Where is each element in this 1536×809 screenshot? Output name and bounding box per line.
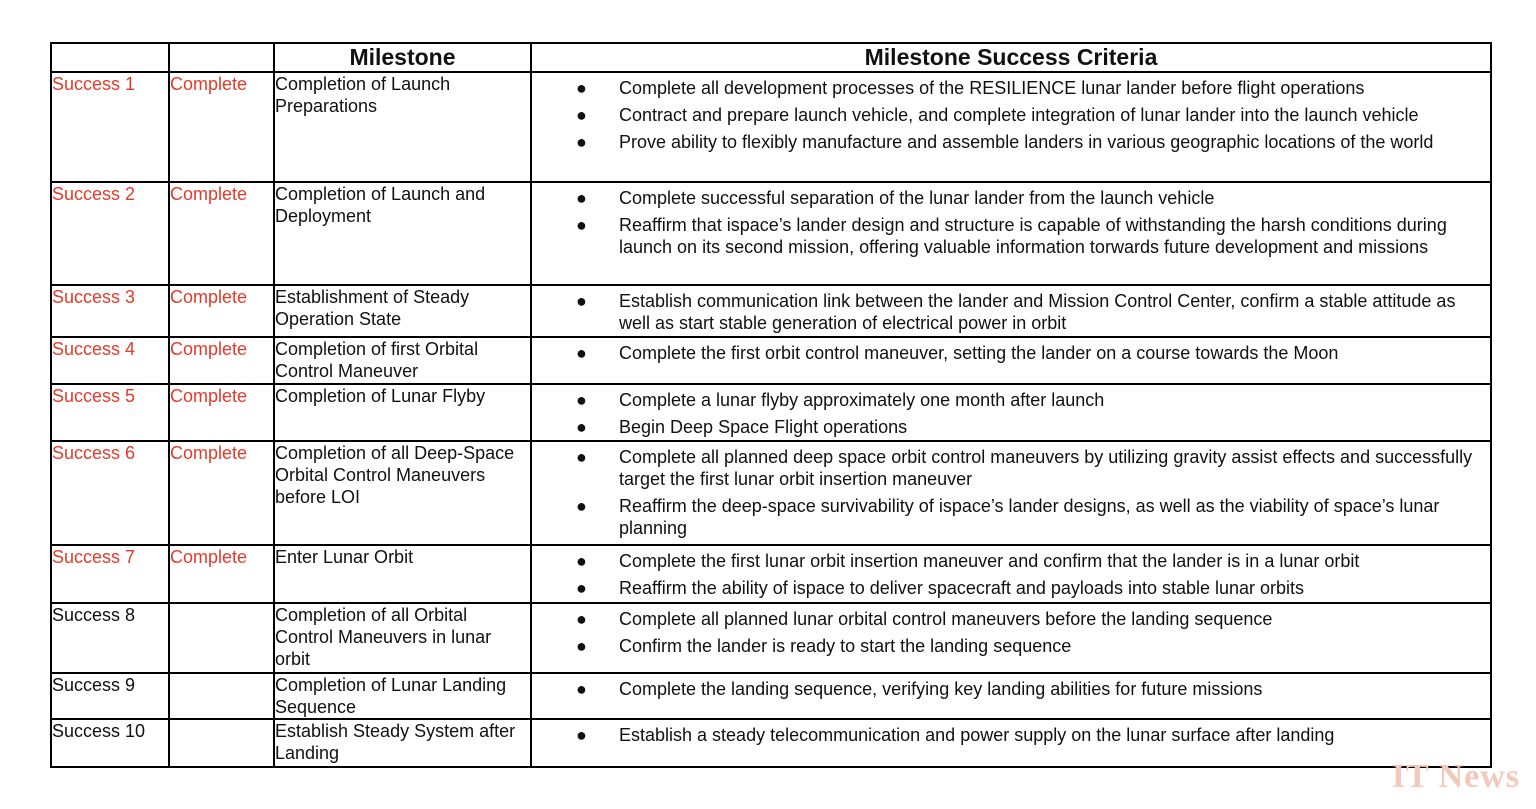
header-milestone: Milestone xyxy=(274,43,531,72)
table-row xyxy=(51,673,1491,719)
criteria-text: Complete the first orbit control maneuver, setting the lander on a course towards the Moon xyxy=(619,343,1339,363)
criteria-text: Complete all planned lunar orbital control maneuvers before the landing sequence xyxy=(619,609,1273,629)
status-cell: Complete xyxy=(169,337,274,384)
bullet-icon: ● xyxy=(576,343,587,363)
bullet-icon: ● xyxy=(576,578,587,598)
success-id: Success 4 xyxy=(51,337,169,384)
criteria-text: Complete a lunar flyby approximately one month after launch xyxy=(619,390,1105,410)
criteria-text: Complete successful separation of the lunar lander from the launch vehicle xyxy=(619,188,1215,208)
status-cell: Complete xyxy=(169,182,274,285)
success-id: Success 10 xyxy=(51,719,169,767)
criteria-item xyxy=(532,608,1482,630)
criteria-item xyxy=(532,577,1482,599)
criteria-cell xyxy=(531,719,1491,767)
criteria-text: Complete the first lunar orbit insertion maneuver and confirm that the lander is in a lunar orbit xyxy=(619,551,1360,571)
milestone-cell: Completion of all Deep-Space Orbital Control Maneuvers before LOI xyxy=(274,441,531,545)
milestone-cell: Completion of all Orbital Control Maneuvers in lunar orbit xyxy=(274,603,531,673)
criteria-list xyxy=(532,720,1490,746)
milestone-cell: Completion of Lunar Flyby xyxy=(274,384,531,441)
header-status xyxy=(169,43,274,72)
bullet-icon: ● xyxy=(576,551,587,571)
criteria-list xyxy=(532,604,1490,657)
watermark-logo: IT News xyxy=(1391,758,1520,795)
bullet-icon: ● xyxy=(576,291,587,311)
status-cell xyxy=(169,603,274,673)
criteria-text: Complete all development processes of the RESILIENCE lunar lander before flight operations xyxy=(619,78,1365,98)
criteria-list xyxy=(532,385,1490,438)
criteria-text: Reaffirm that ispace’s lander design and structure is capable of withstanding the harsh conditions during launch on its second mission, offering valuable information torwards future development and missions xyxy=(619,215,1447,257)
table-row xyxy=(51,72,1491,182)
criteria-cell xyxy=(531,673,1491,719)
criteria-cell xyxy=(531,603,1491,673)
table-row xyxy=(51,285,1491,337)
criteria-list xyxy=(532,442,1490,539)
bullet-icon: ● xyxy=(576,725,587,745)
criteria-cell xyxy=(531,72,1491,182)
criteria-item xyxy=(532,187,1482,209)
bullet-icon: ● xyxy=(576,132,587,152)
criteria-item xyxy=(532,550,1482,572)
milestone-cell: Establishment of Steady Operation State xyxy=(274,285,531,337)
milestone-cell: Establish Steady System after Landing xyxy=(274,719,531,767)
bullet-icon: ● xyxy=(576,215,587,235)
header-row xyxy=(51,43,1491,72)
success-id: Success 5 xyxy=(51,384,169,441)
criteria-item xyxy=(532,77,1482,99)
status-cell: Complete xyxy=(169,545,274,603)
header-criteria: Milestone Success Criteria xyxy=(531,43,1491,72)
criteria-list xyxy=(532,286,1490,334)
milestone-cell: Completion of Lunar Landing Sequence xyxy=(274,673,531,719)
criteria-cell xyxy=(531,441,1491,545)
bullet-icon: ● xyxy=(576,447,587,467)
criteria-item xyxy=(532,678,1482,700)
success-id: Success 9 xyxy=(51,673,169,719)
criteria-cell xyxy=(531,182,1491,285)
criteria-item xyxy=(532,724,1482,746)
status-cell xyxy=(169,673,274,719)
criteria-text: Complete all planned deep space orbit control maneuvers by utilizing gravity assist effects and successfully target the first lunar orbit insertion maneuver xyxy=(619,447,1473,489)
table-row xyxy=(51,384,1491,441)
criteria-text: Establish a steady telecommunication and power supply on the lunar surface after landing xyxy=(619,725,1335,745)
bullet-icon: ● xyxy=(576,188,587,208)
success-id: Success 3 xyxy=(51,285,169,337)
bullet-icon: ● xyxy=(576,679,587,699)
header-id xyxy=(51,43,169,72)
criteria-text: Reaffirm the ability of ispace to deliver spacecraft and payloads into stable lunar orbits xyxy=(619,578,1305,598)
criteria-text: Complete the landing sequence, verifying key landing abilities for future missions xyxy=(619,679,1263,699)
status-cell: Complete xyxy=(169,384,274,441)
status-cell: Complete xyxy=(169,441,274,545)
table-row xyxy=(51,441,1491,545)
criteria-cell xyxy=(531,384,1491,441)
bullet-icon: ● xyxy=(576,78,587,98)
criteria-item xyxy=(532,416,1482,438)
milestone-table xyxy=(50,42,1492,768)
success-id: Success 1 xyxy=(51,72,169,182)
criteria-item xyxy=(532,214,1482,258)
criteria-list xyxy=(532,73,1490,153)
table-body xyxy=(51,72,1491,767)
criteria-cell xyxy=(531,285,1491,337)
table-row xyxy=(51,719,1491,767)
milestone-cell: Completion of Launch and Deployment xyxy=(274,182,531,285)
criteria-item xyxy=(532,342,1482,364)
criteria-item xyxy=(532,495,1482,539)
criteria-cell xyxy=(531,337,1491,384)
criteria-cell xyxy=(531,545,1491,603)
criteria-list xyxy=(532,674,1490,700)
criteria-text: Contract and prepare launch vehicle, and complete integration of lunar lander into the launch vehicle xyxy=(619,105,1419,125)
status-cell: Complete xyxy=(169,285,274,337)
criteria-text: Establish communication link between the lander and Mission Control Center, confirm a stable attitude as well as start stable generation of electrical power in orbit xyxy=(619,291,1456,333)
success-id: Success 7 xyxy=(51,545,169,603)
milestone-cell: Completion of first Orbital Control Maneuver xyxy=(274,337,531,384)
table-row xyxy=(51,182,1491,285)
criteria-list xyxy=(532,338,1490,364)
success-id: Success 8 xyxy=(51,603,169,673)
bullet-icon: ● xyxy=(576,105,587,125)
criteria-list xyxy=(532,183,1490,258)
table-row xyxy=(51,603,1491,673)
success-id: Success 6 xyxy=(51,441,169,545)
table-row xyxy=(51,545,1491,603)
bullet-icon: ● xyxy=(576,390,587,410)
bullet-icon: ● xyxy=(576,636,587,656)
table-row xyxy=(51,337,1491,384)
criteria-text: Begin Deep Space Flight operations xyxy=(619,417,908,437)
milestone-cell: Completion of Launch Preparations xyxy=(274,72,531,182)
status-cell: Complete xyxy=(169,72,274,182)
criteria-item xyxy=(532,635,1482,657)
criteria-text: Confirm the lander is ready to start the landing sequence xyxy=(619,636,1072,656)
bullet-icon: ● xyxy=(576,417,587,437)
bullet-icon: ● xyxy=(576,496,587,516)
criteria-text: Reaffirm the deep-space survivability of ispace’s lander designs, as well as the viability of space’s lunar planning xyxy=(619,496,1440,538)
status-cell xyxy=(169,719,274,767)
criteria-item xyxy=(532,104,1482,126)
criteria-item xyxy=(532,290,1482,334)
criteria-text: Prove ability to flexibly manufacture and assemble landers in various geographic locations of the world xyxy=(619,132,1434,152)
criteria-list xyxy=(532,546,1490,599)
criteria-item xyxy=(532,131,1482,153)
success-id: Success 2 xyxy=(51,182,169,285)
criteria-item xyxy=(532,389,1482,411)
milestone-cell: Enter Lunar Orbit xyxy=(274,545,531,603)
criteria-item xyxy=(532,446,1482,490)
bullet-icon: ● xyxy=(576,609,587,629)
